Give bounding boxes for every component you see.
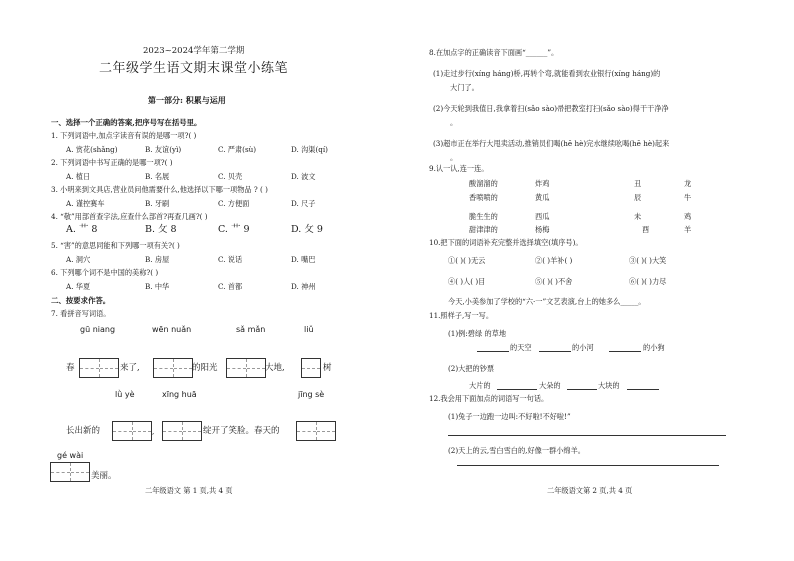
q8-stem: 8.在加点字的正确读音下面画“______”。 [429, 48, 559, 57]
q4-option-a: A. 艹 8 [66, 224, 98, 235]
answer-grid-gu-niang[interactable] [79, 358, 119, 378]
q5-option-b: B. 房屋 [145, 255, 170, 264]
answer-grid-ge-wai[interactable] [50, 462, 90, 482]
q8-item1-cont: 大门了。 [450, 83, 479, 92]
q4-stem: 4. “敬”用部首查字法,应查什么部首?再查几画?( ) [51, 212, 208, 221]
section2-heading: 二、按要求作答。 [51, 296, 111, 305]
q9-adj[interactable]: 脆生生的 [469, 212, 498, 221]
q8-item2-cont: 。 [450, 118, 458, 127]
q10-item[interactable]: ③( )( )大笑 [629, 256, 667, 265]
q12-stem: 12.我会用下面加点的词语写一句话。 [429, 394, 549, 403]
q9-adj[interactable]: 甜津津的 [469, 225, 498, 234]
q11-1b: 的小河 [572, 343, 594, 352]
q10-item[interactable]: ④( )人( )目 [448, 277, 486, 286]
q8-item3: (3)超市正在举行大甩卖活动,推销员们喝(hē hè)完水继续吆喝(hē hè)起来 [433, 139, 670, 148]
q11-blank[interactable] [497, 389, 537, 390]
q11-blank[interactable] [609, 351, 641, 352]
right-page-footer: 二年级语文第 2 页,共 4 页 [547, 486, 633, 495]
q1-option-a: A. 赏花(shǎng) [66, 145, 118, 154]
q6-option-c: C. 首都 [218, 282, 243, 291]
right-page [397, 0, 794, 561]
q8-item1: (1)走过步行(xíng háng)桥,再转个弯,就能看到农业银行(xíng háng)的 [433, 69, 661, 78]
q10-item[interactable]: ⑥( )( )力尽 [629, 277, 667, 286]
pinyin-ge-wai: gé wài [57, 451, 84, 460]
q11-example2: (2)大把的钞票 [448, 364, 495, 373]
q5-option-d: D. 嘴巴 [291, 255, 316, 264]
q4-option-b: B. 攵 8 [145, 224, 177, 235]
q3-stem: 3. 小明来到文具店,营业员问他需要什么,他选择以下哪一项物品 ? ( ) [51, 185, 268, 194]
answer-grid-wen-nuan[interactable] [153, 358, 193, 378]
q3-option-a: A. 谨控赛车 [66, 199, 105, 208]
answer-grid-xing-hua[interactable] [162, 421, 202, 441]
line1-text-b: 来了, [120, 363, 140, 373]
q9-zodiac-animal[interactable]: 鸡 [684, 212, 692, 221]
q12-item2: (2)天上的云,雪白雪白的,好像一群小绵羊。 [448, 446, 585, 455]
q9-zodiac-animal[interactable]: 龙 [684, 179, 692, 188]
exam-title: 二年级学生语文期末课堂小练笔 [99, 61, 289, 76]
pinyin-liu: liǔ [304, 325, 314, 334]
q1-option-c: C. 严肃(sù) [218, 145, 257, 154]
q10-item[interactable]: ⑤( )( )不舍 [535, 277, 573, 286]
q10-fill-sentence: 今天,小美参加了学校的“六·一”文艺表演,台上的她多么_____。 [448, 297, 646, 306]
line2-text-a: 长出新的 [66, 426, 101, 436]
answer-grid-jing-se[interactable] [296, 421, 336, 441]
q9-adj[interactable]: 香喷喷的 [469, 193, 498, 202]
q9-zodiac-branch[interactable]: 丑 [634, 179, 642, 188]
answer-grid-sa-man[interactable] [226, 358, 266, 378]
q2-option-b: B. 名展 [145, 172, 170, 181]
pinyin-lu-ye: lǜ yè [115, 390, 135, 399]
q1-option-b: B. 友谊(yì) [145, 145, 182, 154]
q12-item1: (1)兔子一边跑一边叫:不好啦!不好啦!” [448, 412, 571, 421]
q11-stem: 11.照样子,写一写。 [429, 311, 494, 320]
q2-option-a: A. 植日 [66, 172, 91, 181]
q6-option-a: A. 华夏 [66, 282, 91, 291]
q4-option-c: C. 艹 9 [218, 224, 250, 235]
line1-text-c: 的阳光 [192, 363, 218, 373]
line1-text-a: 春 [66, 363, 75, 373]
q6-option-d: D. 神州 [291, 282, 316, 291]
q11-1a: 的天空 [510, 343, 532, 352]
q6-option-b: B. 中华 [145, 282, 170, 291]
q11-blank[interactable] [477, 351, 509, 352]
q9-food[interactable]: 炸鸡 [535, 179, 550, 188]
q9-zodiac-branch[interactable]: 酉 [642, 225, 650, 234]
line1-text-d: 大地, [265, 363, 285, 373]
pinyin-gu-niang: gū niang [80, 325, 116, 334]
q5-option-c: C. 说话 [218, 255, 243, 264]
q9-stem: 9.认一认,连一连。 [429, 164, 489, 173]
q12-answer-line[interactable] [457, 465, 719, 466]
section1-heading: 一、选择一个正确的答案,把序号写在括号里。 [51, 118, 202, 127]
q11-2a: 大片的 [469, 381, 491, 390]
pinyin-wen-nuan: wēn nuǎn [152, 325, 192, 334]
pinyin-jing-se: jīng sè [298, 390, 325, 399]
pinyin-sa-man: sǎ mǎn [236, 325, 266, 334]
pinyin-xing-hua: xīng huā [162, 390, 197, 399]
q2-option-d: D. 波文 [291, 172, 316, 181]
q3-option-c: C. 方便面 [218, 199, 250, 208]
q9-food[interactable]: 杨梅 [535, 225, 550, 234]
q9-zodiac-animal[interactable]: 牛 [684, 193, 692, 202]
answer-grid-liu[interactable] [301, 358, 321, 378]
q12-answer-line[interactable] [448, 435, 726, 436]
q9-food[interactable]: 西瓜 [535, 212, 550, 221]
comma-1: , [152, 427, 155, 436]
q9-adj[interactable]: 酸溜溜的 [469, 179, 498, 188]
line3-text: 美丽。 [91, 471, 117, 481]
q2-option-c: C. 贝壳 [218, 172, 243, 181]
q1-option-d: D. 沟渠(qí) [291, 145, 328, 154]
q11-blank[interactable] [567, 389, 597, 390]
q9-zodiac-branch[interactable]: 未 [634, 212, 642, 221]
q8-item3-cont: 。 [450, 153, 458, 162]
q4-option-d: D. 攵 9 [291, 224, 323, 235]
q3-option-b: B. 牙刷 [145, 199, 170, 208]
q6-stem: 6. 下列哪个词不是中国的美称?( ) [51, 268, 159, 277]
q7-stem: 7. 看拼音写词语。 [51, 309, 111, 318]
q8-item2: (2)今天轮到我值日,我拿着扫(sǎo sào)帚把教室打扫(sǎo sào)得干干净净 [433, 104, 669, 113]
term-heading: 2023~2024学年第二学期 [143, 46, 245, 56]
q11-1c: 的小狗 [643, 343, 665, 352]
q11-blank[interactable] [627, 389, 659, 390]
q9-food[interactable]: 黄瓜 [535, 193, 550, 202]
q1-stem: 1. 下列词语中,加点字读音有误的是哪一项?( ) [51, 131, 197, 140]
q5-stem: 5. “害”的意思同能和下列哪一项有关?( ) [51, 241, 180, 250]
q9-zodiac-animal[interactable]: 羊 [684, 225, 692, 234]
q11-2b: 大朵的 [539, 381, 561, 390]
q10-stem: 10.把下面的词语补充完整并选择填空(填序号)。 [429, 238, 583, 247]
q9-zodiac-branch[interactable]: 辰 [634, 193, 642, 202]
answer-grid-lu-ye[interactable] [112, 421, 155, 441]
q11-2c: 大块的 [598, 381, 620, 390]
part1-heading: 第一部分: 积累与运用 [148, 95, 226, 105]
line1-text-e: 树 [323, 363, 332, 373]
q5-option-a: A. 洞穴 [66, 255, 91, 264]
q10-item[interactable]: ②( )羊补( ) [535, 256, 573, 265]
q11-blank[interactable] [539, 351, 571, 352]
left-page-footer: 二年级语文 第 1 页,共 4 页 [145, 486, 233, 495]
q3-option-d: D. 尺子 [291, 199, 316, 208]
q11-example1: (1)例:碧绿 的草地 [448, 329, 507, 338]
line2-text-b: 绽开了笑脸。春天的 [203, 426, 280, 436]
q2-stem: 2. 下列词语中书写正确的是哪一项?( ) [51, 158, 173, 167]
q10-item[interactable]: ①( )( )无云 [448, 256, 486, 265]
